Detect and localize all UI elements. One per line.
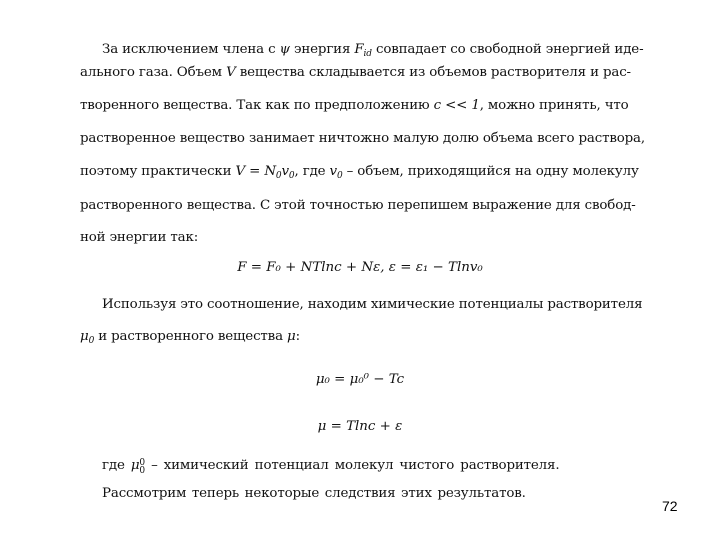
para1-line5: поэтому практически $V = N_0v_0$, где $v_0$ – объем, приходящийся на одну молекулу: [80, 164, 639, 181]
formula-mu: μ = Tlnc + ε: [317, 419, 403, 434]
para1-line2: ального газа. Объем V вещества складывается из объемов растворителя и рас-: [80, 65, 631, 80]
mu-sub-sup: 0 0: [139, 458, 145, 476]
formula-mu0: μ₀ = μ₀⁰ − Tc: [315, 372, 405, 387]
para3-line1: где μ 0 0 – химический потенциал молекул чистого растворителя.: [102, 458, 560, 476]
para2-line1: Используя это соотношение, находим химические потенциалы растворителя: [102, 297, 643, 312]
para2-line2: $\mu_0$ и растворенного вещества μ:: [80, 329, 300, 346]
para1-line1: За исключением члена с ψ энергия $F_{id}$ совпадает со свободной энергией иде-: [102, 42, 644, 59]
para1-line7: ной энергии так:: [80, 230, 199, 245]
para1-line6: растворенного вещества. С этой точностью перепишем выражение для свобод-: [80, 198, 636, 213]
formula-free-energy: F = F₀ + NTlnc + Nε, ε = ε₁ − Tlnv₀: [237, 260, 483, 275]
para1-line3: творенного вещества. Так как по предположению c << 1, можно принять, что: [80, 98, 629, 113]
para4-line1: Рассмотрим теперь некоторые следствия этих результатов.: [102, 486, 526, 501]
page-number: 72: [662, 498, 678, 514]
para1-line4: растворенное вещество занимает ничтожно малую долю объема всего раствора,: [80, 131, 645, 146]
